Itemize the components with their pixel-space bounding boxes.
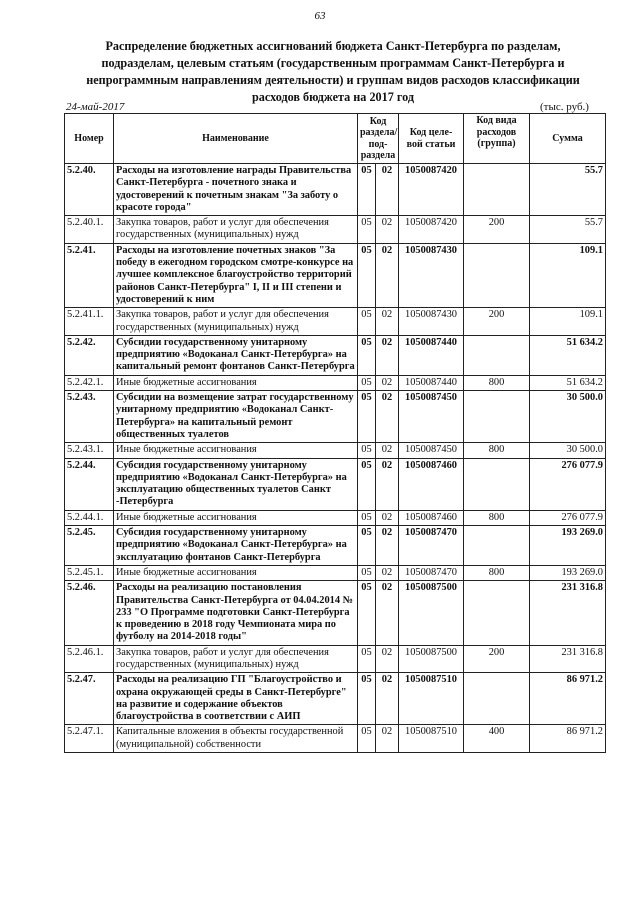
row-name: Капитальные вложения в объекты государственной (муниципальной) собственности — [114, 725, 358, 753]
table-row — [65, 443, 606, 458]
row-number: 5.2.46. — [65, 581, 114, 645]
row-article: 1050087420 — [399, 216, 464, 244]
row-sum: 231 316.8 — [530, 581, 606, 645]
row-type — [464, 164, 530, 216]
row-section: 05 — [358, 391, 376, 443]
row-name: Иные бюджетные ассигнования — [114, 443, 358, 458]
row-type — [464, 458, 530, 510]
row-section: 05 — [358, 673, 376, 725]
row-subsection: 02 — [376, 581, 399, 645]
row-type: 200 — [464, 308, 530, 336]
row-subsection: 02 — [376, 335, 399, 375]
row-type — [464, 526, 530, 566]
row-subsection: 02 — [376, 443, 399, 458]
header-section: Код раздела/ под- раздела — [358, 114, 399, 164]
row-type — [464, 335, 530, 375]
row-name: Субсидии на возмещение затрат государственному унитарному предприятию «Водоканал Санкт-Петербурга» на капитальный ремонт общественных туалетов — [114, 391, 358, 443]
row-name: Расходы на изготовление награды Правительства Санкт-Петербурга - почетного знака и удостоверений к почетным знакам "За заботу о красоте города" — [114, 164, 358, 216]
row-section: 05 — [358, 725, 376, 753]
row-article: 1050087450 — [399, 391, 464, 443]
row-section: 05 — [358, 458, 376, 510]
row-subsection: 02 — [376, 164, 399, 216]
row-section: 05 — [358, 164, 376, 216]
row-number: 5.2.40. — [65, 164, 114, 216]
row-subsection: 02 — [376, 308, 399, 336]
table-body — [65, 164, 606, 753]
row-number: 5.2.41.1. — [65, 308, 114, 336]
row-sum: 193 269.0 — [530, 526, 606, 566]
row-type: 800 — [464, 510, 530, 525]
row-article: 1050087470 — [399, 565, 464, 580]
row-article: 1050087460 — [399, 510, 464, 525]
row-type — [464, 391, 530, 443]
row-number: 5.2.42.1. — [65, 375, 114, 390]
row-section: 05 — [358, 510, 376, 525]
header-name: Наименование — [114, 114, 358, 164]
table-row — [65, 526, 606, 566]
row-article: 1050087440 — [399, 375, 464, 390]
row-subsection: 02 — [376, 725, 399, 753]
row-section: 05 — [358, 216, 376, 244]
row-name: Закупка товаров, работ и услуг для обеспечения государственных (муниципальных) нужд — [114, 645, 358, 673]
row-section: 05 — [358, 375, 376, 390]
row-sum: 55.7 — [530, 164, 606, 216]
row-sum: 51 634.2 — [530, 375, 606, 390]
row-sum: 30 500.0 — [530, 391, 606, 443]
row-sum: 109.1 — [530, 308, 606, 336]
row-name: Субсидии государственному унитарному предприятию «Водоканал Санкт-Петербурга» на капитальный ремонт фонтанов Санкт-Петербурга — [114, 335, 358, 375]
row-name: Субсидия государственному унитарному предприятию «Водоканал Санкт-Петербурга» на эксплуатацию фонтанов Санкт-Петербурга — [114, 526, 358, 566]
row-subsection: 02 — [376, 526, 399, 566]
header-sum: Сумма — [530, 114, 606, 164]
row-name: Иные бюджетные ассигнования — [114, 510, 358, 525]
row-section: 05 — [358, 335, 376, 375]
row-section: 05 — [358, 526, 376, 566]
table-row — [65, 645, 606, 673]
table-header-row — [65, 114, 606, 164]
row-type — [464, 673, 530, 725]
header-article: Код целе- вой статьи — [399, 114, 464, 164]
table-row — [65, 335, 606, 375]
row-number: 5.2.46.1. — [65, 645, 114, 673]
row-name: Расходы на реализацию постановления Правительства Санкт-Петербурга от 04.04.2014 № 233 "О Программе подготовки Санкт-Петербурга к проведению в 2018 году Чемпионата мира по футболу на 2014-2018 годы" — [114, 581, 358, 645]
row-number: 5.2.43. — [65, 391, 114, 443]
document-date: 24-май-2017 — [66, 101, 125, 113]
row-subsection: 02 — [376, 510, 399, 525]
row-section: 05 — [358, 581, 376, 645]
row-number: 5.2.42. — [65, 335, 114, 375]
table-row — [65, 458, 606, 510]
row-type: 200 — [464, 645, 530, 673]
budget-table — [64, 113, 606, 753]
table-row — [65, 510, 606, 525]
row-type: 800 — [464, 565, 530, 580]
row-sum: 30 500.0 — [530, 443, 606, 458]
row-type: 200 — [464, 216, 530, 244]
row-sum: 86 971.2 — [530, 725, 606, 753]
row-name: Расходы на изготовление почетных знаков "За победу в ежегодном городском смотре-конкурсе на лучшее комплексное благоустройство территорий районов Санкт-Петербурга" I, II и III степени и удостоверений к ним — [114, 243, 358, 307]
row-section: 05 — [358, 645, 376, 673]
row-type: 800 — [464, 443, 530, 458]
document-title: Распределение бюджетных ассигнований бюджета Санкт-Петербурга по разделам, подразделам, целевым статьям (государственным программам Санкт-Петербурга и непрограммным направлениям деятельности) и группам видов расходов классификации расходов бюджета на 2017 год — [86, 39, 580, 104]
row-article: 1050087440 — [399, 335, 464, 375]
row-number: 5.2.47. — [65, 673, 114, 725]
row-sum: 276 077.9 — [530, 458, 606, 510]
row-name: Закупка товаров, работ и услуг для обеспечения государственных (муниципальных) нужд — [114, 308, 358, 336]
row-number: 5.2.41. — [65, 243, 114, 307]
table-row — [65, 673, 606, 725]
page-number: 63 — [314, 10, 326, 22]
row-article: 1050087420 — [399, 164, 464, 216]
row-subsection: 02 — [376, 673, 399, 725]
row-subsection: 02 — [376, 375, 399, 390]
row-subsection: 02 — [376, 243, 399, 307]
row-section: 05 — [358, 565, 376, 580]
row-article: 1050087500 — [399, 581, 464, 645]
row-article: 1050087450 — [399, 443, 464, 458]
row-number: 5.2.44.1. — [65, 510, 114, 525]
row-section: 05 — [358, 308, 376, 336]
row-subsection: 02 — [376, 216, 399, 244]
table-row — [65, 164, 606, 216]
row-article: 1050087430 — [399, 243, 464, 307]
row-subsection: 02 — [376, 645, 399, 673]
row-sum: 231 316.8 — [530, 645, 606, 673]
row-article: 1050087510 — [399, 673, 464, 725]
row-sum: 109.1 — [530, 243, 606, 307]
row-name: Закупка товаров, работ и услуг для обеспечения государственных (муниципальных) нужд — [114, 216, 358, 244]
row-number: 5.2.43.1. — [65, 443, 114, 458]
row-name: Иные бюджетные ассигнования — [114, 375, 358, 390]
row-number: 5.2.47.1. — [65, 725, 114, 753]
row-type — [464, 243, 530, 307]
row-subsection: 02 — [376, 391, 399, 443]
row-section: 05 — [358, 443, 376, 458]
table-row — [65, 581, 606, 645]
table-row — [65, 565, 606, 580]
row-subsection: 02 — [376, 565, 399, 580]
row-subsection: 02 — [376, 458, 399, 510]
row-article: 1050087510 — [399, 725, 464, 753]
table-row — [65, 243, 606, 307]
row-sum: 55.7 — [530, 216, 606, 244]
row-name: Расходы на реализацию ГП "Благоустройство и охрана окружающей среды в Санкт-Петербурге" на развитие и содержание объектов благоустройства в соответствии с АИП — [114, 673, 358, 725]
row-type: 400 — [464, 725, 530, 753]
row-section: 05 — [358, 243, 376, 307]
header-type: Код вида расходов (группа) — [464, 114, 530, 164]
row-sum: 51 634.2 — [530, 335, 606, 375]
row-number: 5.2.45. — [65, 526, 114, 566]
table-row — [65, 308, 606, 336]
row-name: Иные бюджетные ассигнования — [114, 565, 358, 580]
row-number: 5.2.45.1. — [65, 565, 114, 580]
row-sum: 86 971.2 — [530, 673, 606, 725]
row-name: Субсидия государственному унитарному предприятию «Водоканал Санкт-Петербурга» на эксплуатацию общественных туалетов Санкт -Петербурга — [114, 458, 358, 510]
row-type: 800 — [464, 375, 530, 390]
row-article: 1050087430 — [399, 308, 464, 336]
header-number: Номер — [65, 114, 114, 164]
row-type — [464, 581, 530, 645]
row-article: 1050087500 — [399, 645, 464, 673]
table-row — [65, 375, 606, 390]
row-number: 5.2.40.1. — [65, 216, 114, 244]
row-article: 1050087470 — [399, 526, 464, 566]
row-sum: 276 077.9 — [530, 510, 606, 525]
row-number: 5.2.44. — [65, 458, 114, 510]
table-row — [65, 391, 606, 443]
table-row — [65, 216, 606, 244]
table-row — [65, 725, 606, 753]
row-article: 1050087460 — [399, 458, 464, 510]
row-sum: 193 269.0 — [530, 565, 606, 580]
units-label: (тыс. руб.) — [540, 101, 589, 113]
